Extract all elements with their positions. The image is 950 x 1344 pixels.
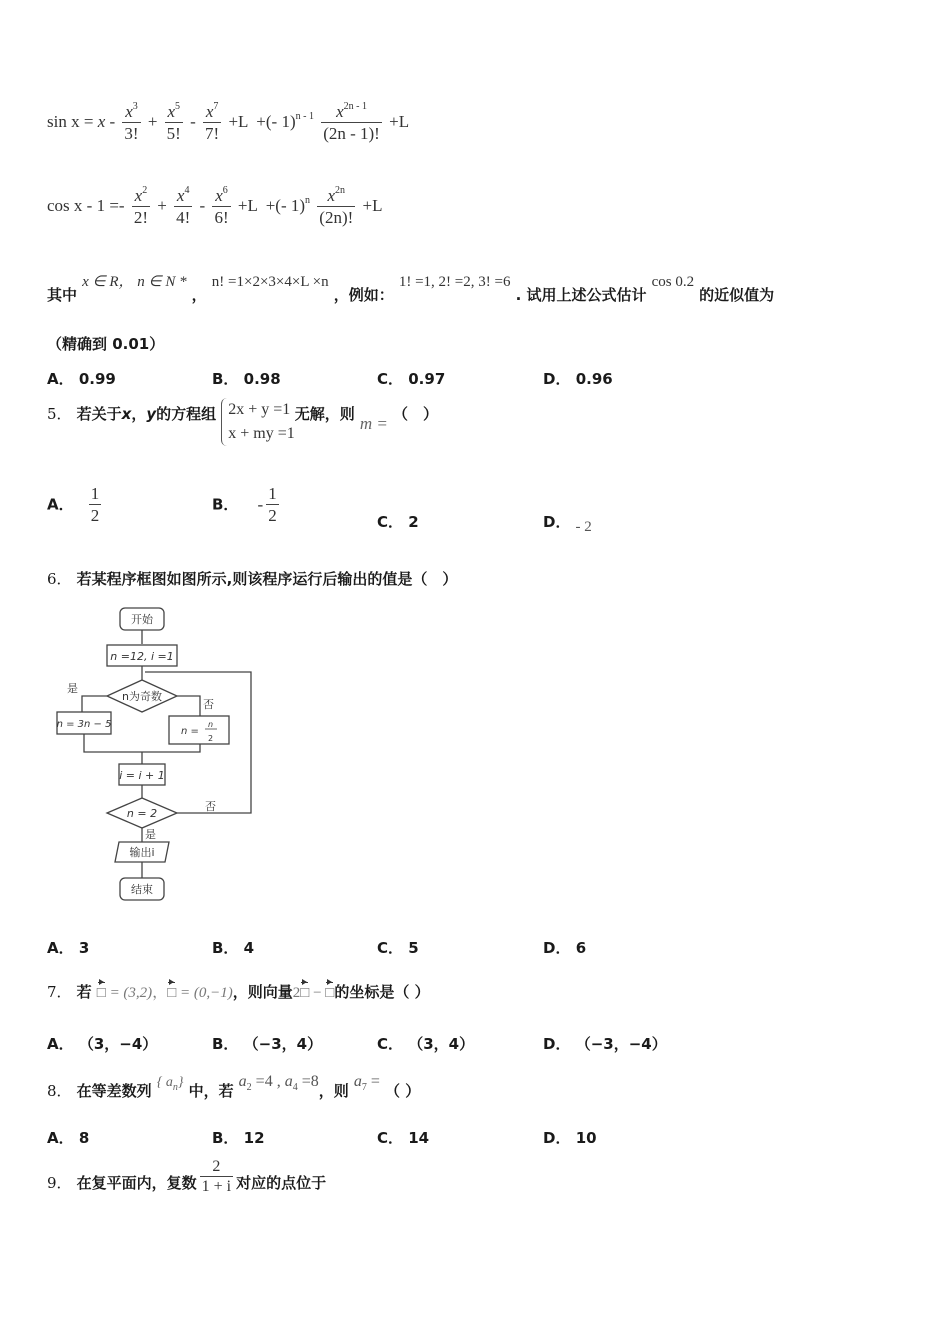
flow-end-text: 结束 [131, 883, 153, 896]
q6-option-d[interactable]: D． 6 [543, 939, 587, 957]
q6-option-c[interactable]: C． 5 [377, 939, 419, 957]
q4-precision: （精确到 0.01） [47, 335, 165, 353]
flow-odd-text: n = 3n − 5 [56, 719, 112, 730]
q8-option-a[interactable]: A． 8 [47, 1129, 90, 1147]
cos-neg-one-exp: n [305, 194, 311, 206]
flow-no2-label: 否 [205, 800, 216, 813]
sin-frac-n: $\frac{x^{2n - 1}}{(2n - 1)!}$ [323, 101, 380, 143]
sin-neg-one-exp: n - 1 [295, 110, 314, 122]
flowchart-figure [45, 600, 265, 910]
q8-given: $a_2 =4$ , $a_4 =8$ [238, 1073, 319, 1093]
flow-even-box [169, 716, 229, 744]
q6-stem: 若某程序框图如图所示,则该程序运行后输出的值是（ ） [76, 570, 458, 588]
q6-number: 6． [47, 570, 72, 588]
cos-lhs: cos x - 1 =- [47, 195, 125, 215]
q5-number: 5． [47, 404, 72, 423]
q4-option-a[interactable]: A． 0.99 [47, 370, 116, 388]
sin-frac-7: $\frac{x^7}{7!}$ [205, 101, 220, 143]
flow-init-text: n =12, i =1 [110, 650, 174, 663]
cos-plus-2: + [265, 195, 276, 215]
q5-option-a[interactable]: A． $\frac{1}{2}$ [47, 484, 100, 525]
q8-option-d[interactable]: D． 10 [543, 1129, 597, 1147]
cos-series-formula [47, 186, 383, 228]
flow-even-num: n [208, 720, 214, 729]
q4-factorial-def: n! =1×2×3×4×L ×n [211, 274, 329, 290]
question-8: 8． 在等差数列 { $a_n$} 中，若 $a_2 =4$ , $a_4 =8$，则 $a_7$ = （ ） [47, 1073, 421, 1100]
sin-plus-2: + [256, 111, 266, 131]
sin-minus-1: - [109, 111, 116, 131]
q5-option-c[interactable]: C． 2 [377, 513, 419, 531]
q4-mid: . 试用上述公式估计 [515, 286, 647, 304]
q4-example: 1! =1, 2! =2, 3! =6 [398, 274, 511, 290]
flow-output-text: 输出i [129, 846, 155, 859]
q7-vector-a: □ [96, 985, 106, 1001]
q4-option-c[interactable]: C． 0.97 [377, 370, 446, 388]
question-6 [47, 568, 457, 589]
q4-comma: ， [191, 286, 207, 304]
sin-tail: +L [389, 111, 410, 131]
q6-option-b[interactable]: B． 4 [212, 939, 255, 957]
sin-frac-3: $\frac{x^3}{3!}$ [124, 101, 139, 143]
flow-even-text: n = [181, 726, 199, 737]
q8-option-c[interactable]: C． 14 [377, 1129, 430, 1147]
q4-option-b[interactable]: B． 0.98 [212, 370, 281, 388]
question-7: 7． 若 □ = (3,2)，□ = (0,−1)，则向量2□ − □的坐标是（ ） [47, 983, 430, 1001]
q5-equation-system: 2x + y =1 x + my =1 [221, 398, 295, 446]
q8-target: $a_7$ = [353, 1073, 380, 1093]
q4-text-line [47, 270, 907, 304]
question-9: 9． 在复平面内，复数 $\frac{2}{1 + i}$ 对应的点位于 [47, 1158, 327, 1195]
q7-option-d[interactable]: D． （−3，−4） [543, 1035, 667, 1053]
q4-prefix: 其中 [47, 286, 78, 304]
q9-number: 9． [47, 1173, 72, 1192]
q7-number: 7． [47, 983, 72, 1001]
q6-option-a[interactable]: A． 3 [47, 939, 90, 957]
flow-incr-text: i = i + 1 [119, 769, 165, 782]
q7-option-c[interactable]: C． （3，4） [377, 1035, 475, 1053]
q4-suffix: 的近似值为 [699, 286, 775, 304]
cos-frac-n: $\frac{x^{2n}}{(2n)!}$ [319, 185, 354, 227]
q8-number: 8． [47, 1082, 72, 1100]
cos-minus: - [199, 195, 206, 215]
q5-option-d[interactable]: D． - 2 [543, 513, 592, 535]
cos-frac-6: $\frac{x^6}{6!}$ [214, 185, 229, 227]
sin-minus-2: - [190, 111, 196, 131]
sin-neg-one: (- 1) [265, 111, 296, 131]
flow-even-den: 2 [208, 734, 214, 743]
sin-frac-5: $\frac{x^5}{5!}$ [166, 101, 181, 143]
q5-ask: m = [359, 413, 388, 433]
q4-option-d[interactable]: D． 0.96 [543, 370, 613, 388]
sin-x: x [97, 111, 106, 131]
q4-example-label: ，例如： [333, 286, 394, 304]
q7-option-a[interactable]: A． （3，−4） [47, 1035, 158, 1053]
q4-domain: x ∈ R， n ∈ N * [82, 274, 187, 290]
cos-plus-1: + [157, 195, 167, 215]
cos-neg-one: (- 1) [275, 195, 306, 215]
sin-series-formula [47, 102, 409, 144]
flow-cond1-text: n为奇数 [122, 690, 162, 703]
flow-no-label: 否 [203, 698, 214, 711]
flow-cond2-text: n = 2 [126, 807, 158, 820]
cos-frac-4: $\frac{x^4}{4!}$ [176, 185, 191, 227]
sin-plus-1: + [147, 111, 158, 131]
cos-tail: +L [362, 195, 383, 215]
flow-start-text: 开始 [131, 613, 153, 626]
sin-lhs: sin x = [47, 111, 94, 131]
q7-option-b[interactable]: B． （−3，4） [212, 1035, 323, 1053]
q8-sequence: { $a_n$} [156, 1075, 184, 1093]
cos-frac-2: $\frac{x^2}{2!}$ [133, 185, 148, 227]
flow-yes-label: 是 [67, 682, 78, 695]
q5-option-b[interactable]: B． - $\frac{1}{2}$ [212, 484, 277, 525]
sin-ellipsis: +L [228, 111, 248, 131]
q7-vector-b: □ [167, 985, 177, 1001]
q4-target: cos 0.2 [651, 274, 695, 290]
q9-fraction: $\frac{2}{1 + i}$ [201, 1158, 232, 1195]
cos-ellipsis: +L [237, 195, 258, 215]
question-5: 5． 若关于x，y的方程组 2x + y =1 x + my =1 无解，则 m = （ ） [47, 398, 438, 446]
q8-option-b[interactable]: B． 12 [212, 1129, 265, 1147]
flow-yes2-label: 是 [145, 828, 156, 841]
